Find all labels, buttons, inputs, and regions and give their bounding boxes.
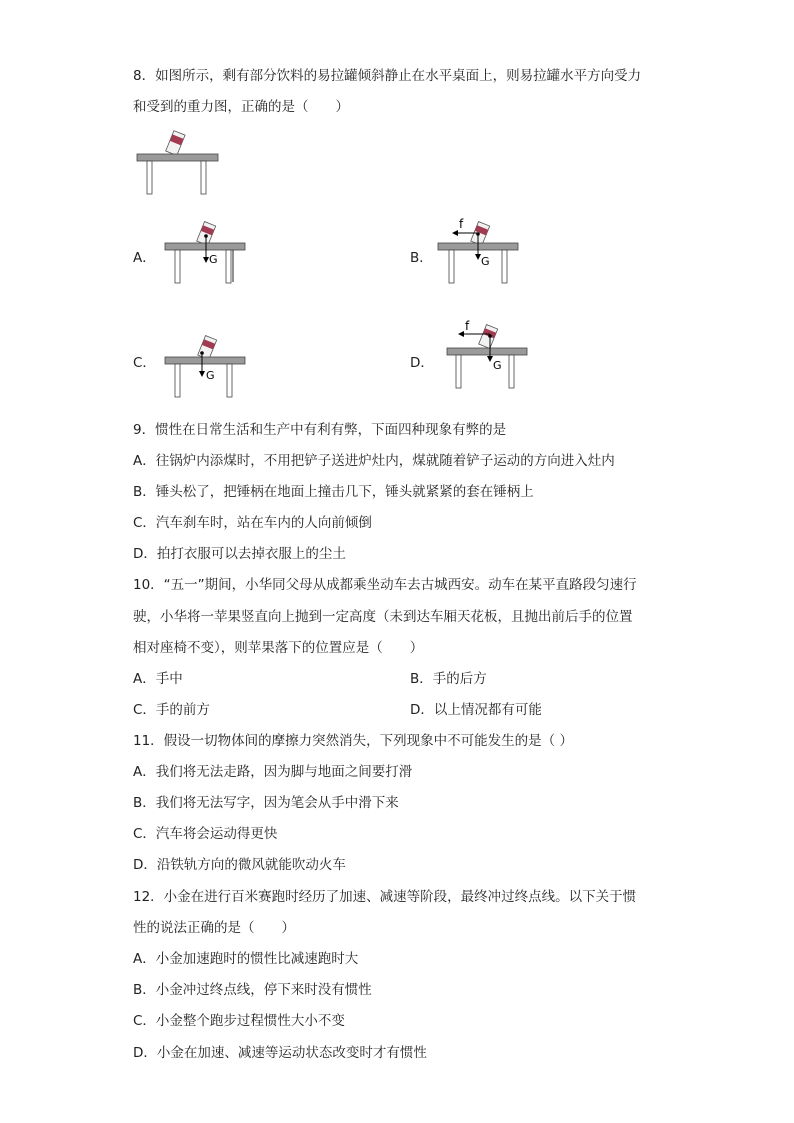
q11-option-d[interactable]: D．沿铁轨方向的微风就能吹动火车 [133, 857, 346, 873]
q12-option-a[interactable]: A．小金加速跑时的惯性比减速跑时大 [133, 951, 359, 967]
gravity-label: G [206, 369, 215, 382]
q12-stem-line1: 12．小金在进行百米赛跑时经历了加速、减速等阶段，最终冲过终点线。以下关于惯 [133, 889, 637, 905]
q8-option-a-label[interactable]: A． [133, 250, 156, 266]
can-icon [198, 336, 217, 360]
q10-stem-line3: 相对座椅不变），则苹果落下的位置应是（ ） [133, 640, 424, 656]
q10-option-a[interactable]: A．手中 [133, 671, 183, 687]
q10-option-d[interactable]: D．以上情况都有可能 [410, 702, 542, 718]
q8-option-a-figure [160, 218, 255, 288]
q8-option-b-figure [432, 212, 527, 288]
q10-stem-line1: 10．“五一”期间，小华同父母从成都乘坐动车去古城西安。动车在某平直路段匀速行 [133, 577, 637, 593]
can-icon [471, 222, 490, 246]
gravity-label: G [209, 253, 218, 266]
q9-option-b[interactable]: B．锤头松了，把锤柄在地面上撞击几下，锤头就紧紧的套在锤柄上 [133, 484, 534, 500]
gravity-label: G [493, 359, 502, 372]
q12-stem-line2: 性的说法正确的是（ ） [133, 920, 295, 936]
q11-option-b[interactable]: B．我们将无法写字，因为笔会从手中滑下来 [133, 795, 399, 811]
friction-label: f [459, 217, 464, 231]
gravity-label: G [481, 255, 490, 268]
q8-option-c-figure [160, 333, 255, 403]
q8-option-d-figure [440, 314, 535, 392]
q11-option-c[interactable]: C．汽车将会运动得更快 [133, 826, 278, 842]
can-icon [479, 325, 498, 349]
q10-option-b[interactable]: B．手的后方 [410, 671, 487, 687]
q8-stem-line1: 8．如图所示，剩有部分饮料的易拉罐倾斜静止在水平桌面上，则易拉罐水平方向受力 [133, 68, 642, 84]
q8-option-b-label[interactable]: B． [410, 250, 433, 266]
q8-option-d-label[interactable]: D． [410, 355, 434, 371]
q10-stem-line2: 驶，小华将一苹果竖直向上抛到一定高度（未到达车厢天花板，且抛出前后手的位置 [133, 609, 633, 625]
q9-option-a[interactable]: A．往锅炉内添煤时，不用把铲子送进炉灶内，煤就随着铲子运动的方向进入灶内 [133, 453, 615, 469]
q11-stem: 11．假设一切物体间的摩擦力突然消失，下列现象中不可能发生的是（ ） [133, 733, 573, 749]
q8-stem-line2: 和受到的重力图，正确的是（ ） [133, 99, 349, 115]
q9-option-d[interactable]: D．拍打衣服可以去掉衣服上的尘土 [133, 546, 346, 562]
q9-stem: 9．惯性在日常生活和生产中有利有弊，下面四种现象有弊的是 [133, 422, 507, 438]
q12-option-d[interactable]: D．小金在加速、减速等运动状态改变时才有惯性 [133, 1045, 427, 1061]
q11-option-a[interactable]: A．我们将无法走路，因为脚与地面之间要打滑 [133, 764, 413, 780]
q8-table-figure [130, 128, 230, 198]
q12-option-b[interactable]: B．小金冲过终点线，停下来时没有惯性 [133, 982, 372, 998]
q12-option-c[interactable]: C．小金整个跑步过程惯性大小不变 [133, 1013, 345, 1029]
q9-option-c[interactable]: C．汽车刹车时，站在车内的人向前倾倒 [133, 515, 372, 531]
friction-label: f [465, 319, 470, 333]
q8-option-c-label[interactable]: C． [133, 355, 156, 371]
can-icon [166, 131, 185, 156]
q10-option-c[interactable]: C．手的前方 [133, 702, 210, 718]
